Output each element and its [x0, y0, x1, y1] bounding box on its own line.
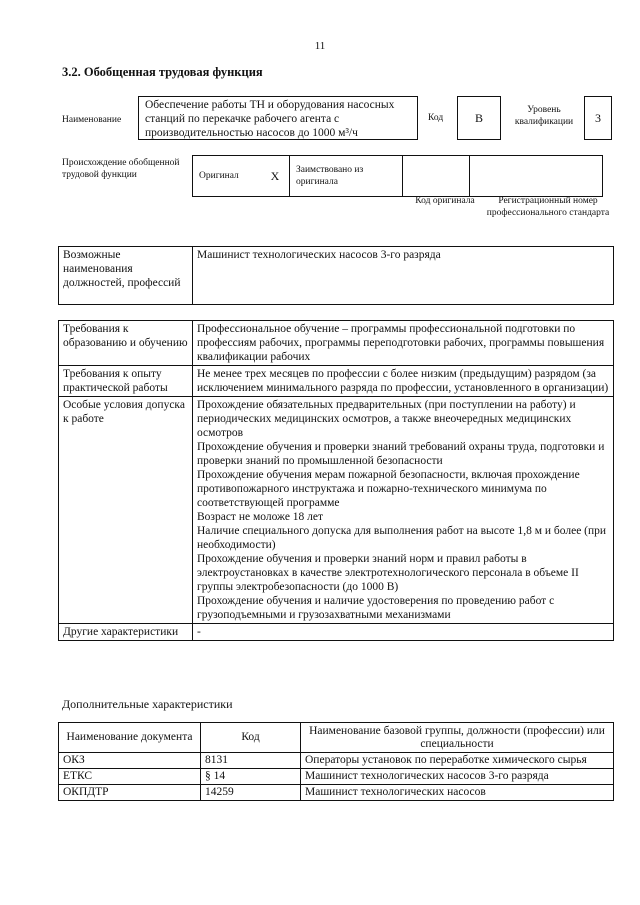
requirement-value: -	[193, 624, 614, 641]
condition-item: Прохождение обучения и наличие удостоверения по проведению работ с грузоподъемными и грузозахватными механизмами	[197, 595, 555, 621]
requirements-table	[58, 320, 614, 641]
condition-item: Прохождение обучения и проверки знаний норм и правил работы в электроустановках в качестве электротехнологического персонала в объеме II группы электробезопасности (до 1000 В)	[197, 553, 579, 593]
table-cell: ОКПДТР	[59, 785, 201, 801]
borrowed-label: Заимствовано из оригинала	[290, 156, 403, 197]
requirement-label: Другие характеристики	[59, 624, 193, 641]
table-row	[59, 624, 614, 641]
table-header-row	[59, 723, 614, 753]
condition-item: Возраст не моложе 18 лет	[197, 511, 324, 523]
table-row	[59, 366, 614, 397]
table-cell: 8131	[201, 753, 301, 769]
condition-item: Прохождение обучения и проверки знаний требований охраны труда, подготовки и проверки знаний по промышленной безопасности	[197, 441, 605, 467]
original-label: Оригинал	[193, 156, 262, 197]
table-cell: § 14	[201, 769, 301, 785]
table-row	[59, 321, 614, 366]
table-row	[59, 769, 614, 785]
origin-label: Происхождение обобщенной трудовой функции	[62, 158, 180, 180]
code-label: Код	[428, 113, 444, 123]
table-row	[59, 785, 614, 801]
positions-table	[58, 246, 614, 305]
table-cell: Операторы установок по переработке химического сырья	[301, 753, 614, 769]
requirement-label: Требования к опыту практической работы	[59, 366, 193, 397]
positions-label: Возможные наименования должностей, профессий	[59, 247, 193, 305]
table-row	[59, 397, 614, 624]
table-cell: Машинист технологических насосов	[301, 785, 614, 801]
additional-table	[58, 722, 614, 801]
requirement-label: Особые условия допуска к работе	[59, 397, 193, 624]
additional-title: Дополнительные характеристики	[62, 697, 233, 711]
page-number: 11	[314, 40, 326, 52]
reg-number-cell	[470, 156, 603, 197]
condition-item: Прохождение обязательных предварительных (при поступлении на работу) и периодических медицинских осмотров, а также внеочередных медицинских осмотров	[197, 399, 576, 439]
original-code-cell	[403, 156, 470, 197]
table-cell: ЕТКС	[59, 769, 201, 785]
positions-value: Машинист технологических насосов 3-го разряда	[193, 247, 614, 305]
requirement-value: Не менее трех месяцев по профессии с более низким (предыдущим) разрядом (за исключением минимального разряда по профессии, установленного в организации)	[193, 366, 614, 397]
origin-table	[192, 155, 603, 197]
table-row	[59, 753, 614, 769]
original-mark: X	[261, 156, 290, 197]
column-header: Наименование базовой группы, должности (профессии) или специальности	[301, 723, 614, 753]
table-cell: Машинист технологических насосов 3-го разряда	[301, 769, 614, 785]
section-title: 3.2. Обобщенная трудовая функция	[62, 65, 263, 79]
column-header: Код	[201, 723, 301, 753]
requirement-value	[193, 397, 614, 624]
condition-item: Наличие специального допуска для выполнения работ на высоте 1,8 м и более (при необходимости)	[197, 525, 607, 551]
requirement-value: Профессиональное обучение – программы профессиональной подготовки по профессиям рабочих, программы переподготовки рабочих, программы повышения квалификации рабочих	[193, 321, 614, 366]
code-value: B	[457, 96, 501, 140]
reg-number-caption: Регистрационный номер профессионального стандарта	[486, 196, 610, 218]
requirement-label: Требования к образованию и обучению	[59, 321, 193, 366]
table-cell: 14259	[201, 785, 301, 801]
level-value: 3	[584, 96, 612, 140]
condition-item: Прохождение обучения мерам пожарной безопасности, включая прохождение противопожарного инструктажа и пожарно-технического минимума по соответствующей программе	[197, 469, 580, 509]
original-code-caption: Код оригинала	[415, 196, 475, 206]
table-cell: ОКЗ	[59, 753, 201, 769]
column-header: Наименование документа	[59, 723, 201, 753]
level-label: Уровень квалификации	[514, 105, 574, 127]
name-label: Наименование	[62, 115, 122, 125]
name-value: Обеспечение работы ТН и оборудования насосных станций по перекачке рабочего агента с производительностью насосов до 1000 м³/ч	[138, 96, 418, 140]
